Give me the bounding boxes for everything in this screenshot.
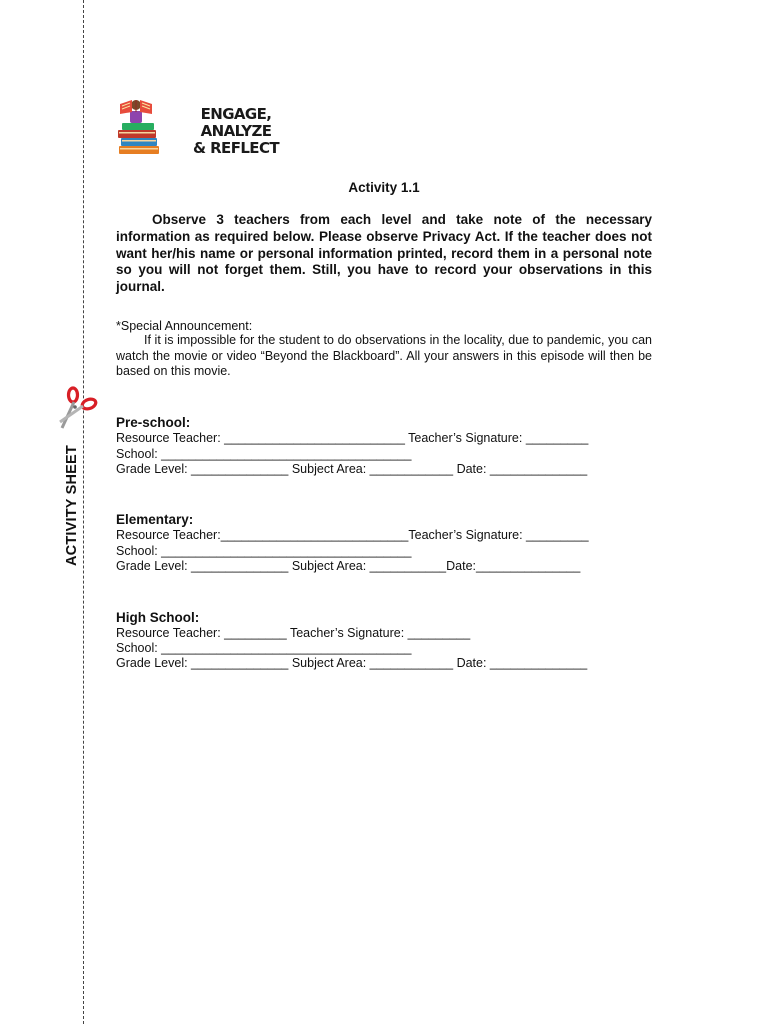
activity-content [116,180,652,672]
school-row: School: ____________________________________ [116,446,412,461]
section-heading: Pre-school: [116,415,191,431]
section-heading: Elementary: [116,512,194,528]
special-announcement [116,319,652,380]
scissors-icon [56,386,100,432]
activity-sheet-label: ACTIVITY SHEET [64,445,80,566]
books-reader-icon [116,92,164,156]
instructions: Observe 3 teachers from each level and take note of the necessary information as required below. Please observe Privacy Act. If the teacher does not want her/his name or personal information printed, record them in a personal note so you will not forget them. Still, you have to record your observations in this journal. [116,212,652,295]
grade-level-row: Grade Level: ______________ Subject Area: ____________ Date: ______________ [116,461,588,476]
section-high-school [116,609,652,672]
section-pre-school [116,414,652,477]
grade-level-row: Grade Level: ______________ Subject Area: ____________ Date: ______________ [116,656,588,671]
school-row: School: ____________________________________ [116,640,412,655]
resource-teacher-row: Resource Teacher: _________ Teacher’s Signature: _________ [116,625,471,640]
activity-title: Activity 1.1 [348,180,420,195]
resource-teacher-row: Resource Teacher:___________________________Teacher’s Signature: _________ [116,528,589,543]
resource-teacher-row: Resource Teacher: __________________________ Teacher’s Signature: _________ [116,431,589,446]
logo-text [166,106,306,157]
section-elementary [116,511,652,574]
logo-line-1: ENGAGE, ANALYZE [200,105,272,140]
logo-line-2: & REFLECT [193,139,279,157]
announcement-body: If it is impossible for the student to do observations in the locality, due to pandemic, you can watch the movie or video “Beyond the Blackboard”. All your answers in this episode will then be based on this movie. [116,332,652,379]
section-heading: High School: [116,609,200,625]
grade-level-row: Grade Level: ______________ Subject Area: ___________Date:_______________ [116,559,581,574]
engage-analyze-reflect-logo [116,92,306,160]
school-row: School: ____________________________________ [116,543,412,558]
announcement-title: *Special Announcement: [116,318,253,333]
